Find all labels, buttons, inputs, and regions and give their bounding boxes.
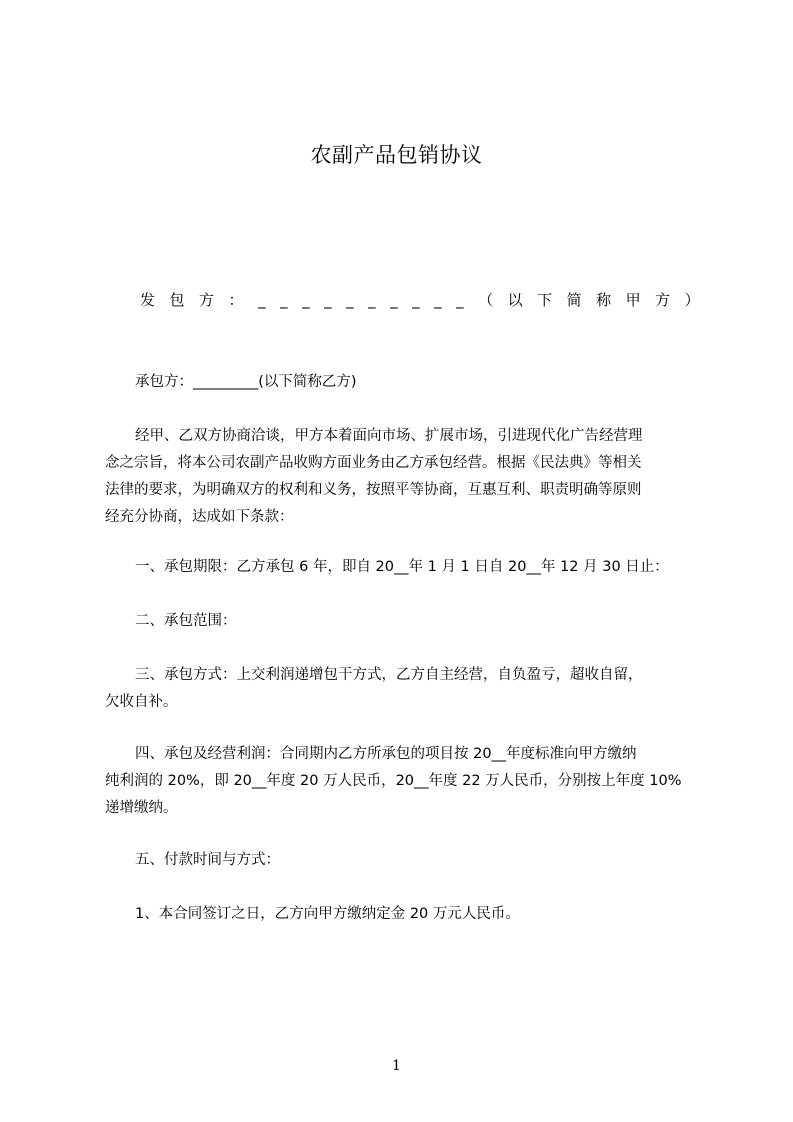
party-a-char: _	[434, 291, 442, 309]
preamble-line: 念之宗旨，将本公司农副产品收购方面业务由乙方承包经营。根据《民法典》等相关	[105, 455, 642, 471]
party-a-char: _	[456, 291, 464, 309]
clause-4-line: 纯利润的 20%，即 20__年度 20 万人民币，20__年度 22 万人民币，分别按上年度 10%	[105, 773, 682, 789]
party-a-char: 下	[537, 291, 553, 309]
clause-3-method	[105, 662, 701, 716]
preamble-line: 经甲、乙双方协商洽谈，甲方本着面向市场、扩展市场，引进现代化广告经营理	[135, 428, 643, 444]
party-a-line	[140, 290, 700, 310]
clause-4-line: 四、承包及经营利润：合同期内乙方所承包的项目按 20__年度标准向甲方缴纳	[135, 746, 637, 762]
party-a-char: 方	[655, 291, 671, 309]
party-a-char: _	[280, 291, 288, 309]
party-a-char: _	[368, 291, 376, 309]
party-a-char: 甲	[625, 291, 641, 309]
party-a-char: _	[346, 291, 354, 309]
party-a-char: 以	[507, 291, 523, 309]
clause-1-term: 一、承包期限：乙方承包 6 年，即自 20__年 1 月 1 日自 20__年 12 月 30 日止：	[135, 559, 669, 575]
party-a-char: 称	[596, 291, 612, 309]
clause-4-profit	[105, 741, 701, 822]
preamble-line: 经充分协商，达成如下条款：	[105, 509, 294, 525]
page-number: 1	[392, 1058, 401, 1074]
party-a-char: _	[324, 291, 332, 309]
party-b-line: 承包方：_________(以下简称乙方)	[135, 374, 357, 390]
clause-4-line: 递增缴纳。	[105, 800, 178, 816]
clause-5-payment: 五、付款时间与方式：	[135, 852, 280, 868]
party-a-char: （	[478, 291, 494, 309]
party-a-char: ）	[684, 291, 700, 309]
preamble-line: 法律的要求，为明确双方的权利和义务，按照平等协商，互惠互利、职责明确等原则	[105, 482, 642, 498]
clause-2-scope: 二、承包范围：	[135, 613, 237, 629]
clause-3-line: 三、承包方式：上交利润递增包干方式，乙方自主经营，自负盈亏，超收自留，	[135, 667, 643, 683]
party-a-char: _	[302, 291, 310, 309]
party-a-char: 包	[169, 291, 185, 309]
party-a-char: 发	[140, 291, 156, 309]
clause-5-1-deposit: 1、本合同签订之日，乙方向甲方缴纳定金 20 万元人民币。	[135, 906, 520, 922]
party-a-char: 方	[199, 291, 215, 309]
clause-3-line: 欠收自补。	[105, 694, 178, 710]
preamble-paragraph	[105, 423, 701, 531]
party-a-char: 简	[566, 291, 582, 309]
party-a-char: _	[390, 291, 398, 309]
party-a-char: _	[258, 291, 266, 309]
document-title: 农副产品包销协议	[310, 143, 483, 167]
party-a-char: _	[412, 291, 420, 309]
party-a-char: ：	[228, 291, 244, 309]
